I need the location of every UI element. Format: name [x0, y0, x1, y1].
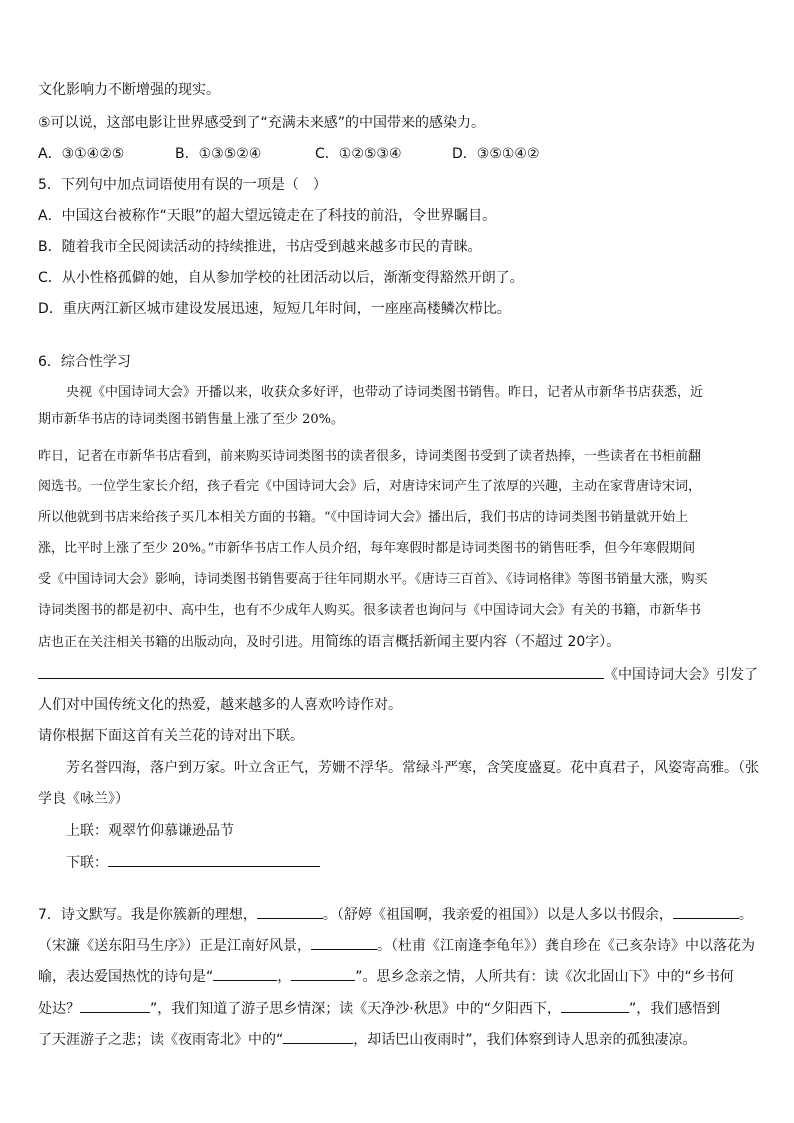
q6-answer-line2: 人们对中国传统文化的热爱，越来越多的人喜欢吟诗作对。: [38, 697, 402, 713]
q4-option-a: A．③①④②⑤: [38, 146, 125, 162]
q7-line: [38, 935, 755, 956]
q6-poem-line: 芳名誉四海，落户到万家。叶立含正气，芳姗不浮华。常绿斗严寒，含笑度盛夏。花中真君子，风姿寄高雅。（张: [66, 760, 759, 776]
q4-options: [38, 144, 598, 164]
q7-text: ”，我们知道了游子思乡情深；读《天净沙·秋思》中的“夕阳西下，: [150, 1001, 561, 1017]
q4-option-c: C．①②⑤③④: [315, 146, 402, 162]
lower-couplet-label: 下联：: [66, 855, 108, 871]
q5-option-d: D．重庆两江新区城市建设发展迅速，短短几年时间，一座座高楼鳞次栉比。: [38, 301, 511, 317]
q6-news-line: 昨日，记者在市新华书店看到，前来购买诗词类图书的读者很多，诗词类图书受到了读者热捧，一些读者在书柜前翻: [38, 449, 702, 464]
q4-option-b: B．①③⑤②④: [175, 146, 262, 162]
q5-stem: 5．下列句中加点词语使用有误的一项是（ ）: [38, 177, 327, 193]
q7-text: 7．诗文默写。我是你簇新的理想，: [38, 907, 257, 923]
q6-news-line: 所以他就到书店来给孩子买几本相关方面的书籍。“《中国诗词大会》播出后，我们书店的诗词类图书销量就开始上: [38, 510, 689, 525]
upper-couplet-text: 观翠竹仰慕谦逊品节: [108, 823, 234, 839]
q7-text: 处达？: [38, 1001, 80, 1017]
q7-text: ，却话巴山夜雨时”，我们体察到诗人思亲的孤独凄凉。: [353, 1032, 697, 1048]
q6-lower-couplet: [66, 852, 320, 873]
q6-summary-blank[interactable]: [38, 664, 604, 679]
q6-title: 6．综合性学习: [38, 354, 131, 370]
lower-couplet-blank[interactable]: [108, 852, 320, 867]
q7-blank[interactable]: [80, 998, 150, 1013]
q7-text: （宋濂《送东阳马生序》）正是江南好风景，: [38, 938, 311, 954]
q7-text: 喻，表达爱国热忱的诗句是“: [38, 969, 214, 985]
q5-option-b: B．随着我市全民阅读活动的持续推进，书店受到越来越多市民的青睐。: [38, 239, 482, 255]
q7-text: 。: [738, 907, 753, 923]
q7-line: [38, 904, 753, 925]
q5-option-a: A．中国这台被称作“天眼”的超大望远镜走在了科技的前沿，令世界瞩目。: [38, 208, 497, 224]
q6-news-line: 诗词类图书的都是初中、高中生，也有不少成年人购买。很多读者也询问与《中国诗词大会》有关的书籍，市新华书: [38, 603, 702, 618]
q7-blank[interactable]: [257, 904, 323, 919]
q4-sentence-5: ⑤可以说，这部电影让世界感受到了“充满未来感”的中国带来的感染力。: [38, 115, 486, 131]
q6-news-line: 央视《中国诗词大会》开播以来，收获众多好评，也带动了诗词类图书销售。昨日，记者从市新华书店获悉，近: [66, 385, 704, 400]
q6-upper-couplet: [66, 821, 234, 841]
q7-blank[interactable]: [283, 1029, 353, 1044]
q7-blank[interactable]: [311, 935, 377, 950]
q6-news-line: 阅选书。一位学生家长介绍，孩子看完《中国诗词大会》后，对唐诗宋词产生了浓厚的兴趣，主动在家背唐诗宋词，: [38, 479, 702, 494]
q6-news-line: 受《中国诗词大会》影响，诗词类图书销售要高于往年同期水平。《唐诗三百首》、《诗词格律》等图书销量大涨，购买: [38, 572, 708, 587]
q4-option-d: D．③⑤①④②: [452, 146, 540, 162]
q6-news-last-line: [38, 632, 620, 653]
q7-text: ”，我们感悟到: [628, 1001, 721, 1017]
q6-instruction: 用简练的语言概括新闻主要内容（不超过 20字）。: [311, 634, 621, 650]
q5-option-c: C．从小性格孤僻的她，自从参加学校的社团活动以后，渐渐变得豁然开朗了。: [38, 270, 524, 286]
q7-blank[interactable]: [291, 966, 355, 981]
q7-text: ”。思乡念亲之情，人所共有：读《次北固山下》中的“乡书何: [355, 969, 734, 985]
q7-text: 了天涯游子之悲；读《夜雨寄北》中的“: [38, 1032, 284, 1048]
q6-answer-line: [38, 664, 758, 685]
q6-couplet-prompt: 请你根据下面这首有关兰花的诗对出下联。: [38, 728, 304, 744]
q7-text: 。（舒婷《祖国啊，我亲爱的祖国》）以是人多以书假余，: [322, 907, 673, 923]
q6-poem-source: 学良《咏兰》）: [38, 791, 129, 807]
q7-line: [38, 998, 720, 1019]
q6-news-line: 涨，比平时上涨了至少 20%。”市新华书店工作人员介绍，每年寒假时都是诗词类图书的销售旺季，但今年寒假期间: [38, 541, 696, 556]
q7-blank[interactable]: [673, 904, 739, 919]
q7-line: [38, 966, 734, 987]
q7-line: [38, 1029, 697, 1050]
q6-answer-tail: 《中国诗词大会》引发了: [604, 667, 758, 683]
q4-text-line: 文化影响力不断增强的现实。: [38, 82, 220, 98]
q6-news-end: 店也正在关注相关书籍的出版动向，及时引进。: [38, 635, 312, 650]
q7-blank[interactable]: [561, 998, 629, 1013]
q7-blank[interactable]: [213, 966, 277, 981]
q7-text: 。（杜甫《江南逢李龟年》）龚自珍在《己亥杂诗》中以落花为: [377, 938, 755, 954]
q6-news-line: 期市新华书店的诗词类图书销售量上涨了至少 20%。: [38, 412, 345, 427]
upper-couplet-label: 上联：: [66, 823, 108, 839]
q7-text: ，: [277, 969, 292, 985]
